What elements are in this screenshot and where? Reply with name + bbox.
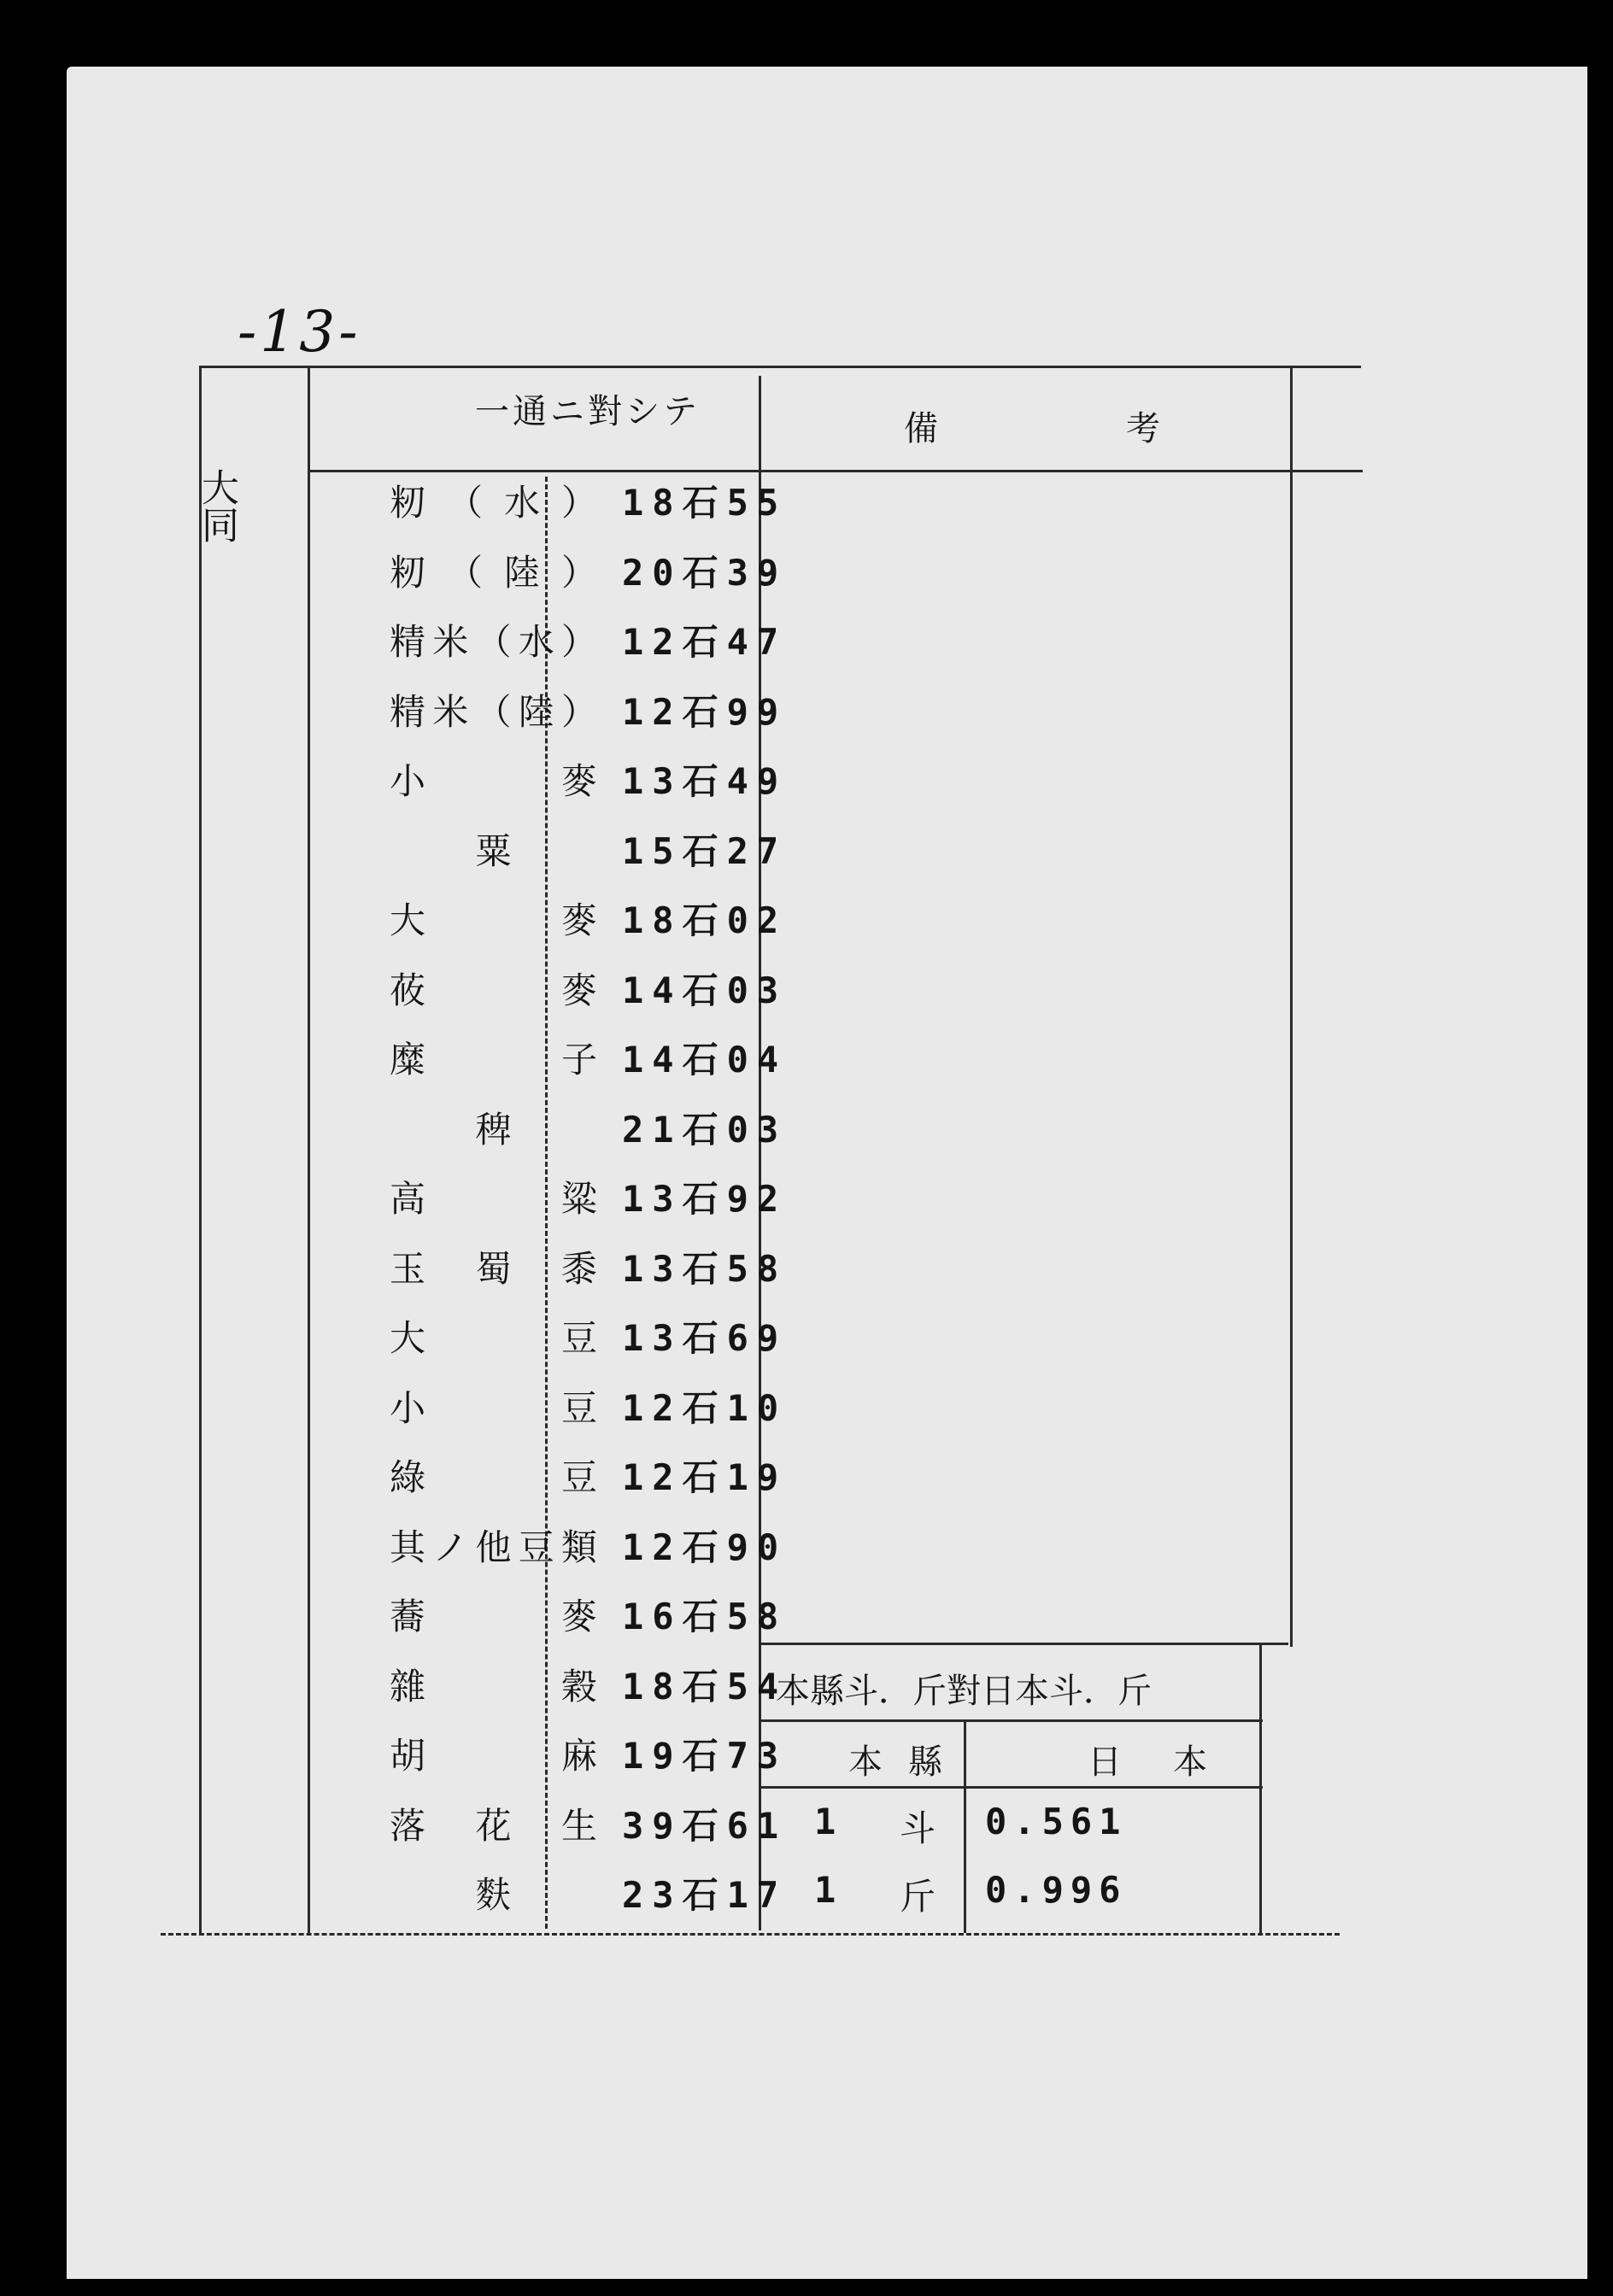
table-row [314,1520,861,1588]
table-row [314,1102,861,1170]
table-left-border [199,366,202,1933]
region-column-divider [308,366,310,1933]
conversion-amount: 1 [814,1869,843,1911]
conversion-header-local: 本縣 [848,1742,968,1782]
grain-name: 大豆 [390,1317,599,1359]
header-bottom-rule [308,470,1363,472]
column-header-remarks-2: 考 [1126,409,1160,448]
grain-value: 15石27 [622,829,788,872]
grain-value: 18石54 [622,1665,788,1707]
conversion-japan-value: 0.996 [985,1869,1128,1911]
conversion-japan-value: 0.561 [985,1801,1128,1842]
table-row [314,545,861,613]
table-row [314,1171,861,1239]
grain-name: 小麥 [390,760,599,802]
grain-value: 13石92 [622,1178,788,1220]
page-number: -13- [238,299,361,365]
conversion-title: 本縣斗．斤對日本斗．斤 [776,1672,1152,1711]
grain-value: 13石49 [622,760,788,802]
grain-value: 13石58 [622,1247,788,1290]
grain-value: 23石17 [622,1874,788,1916]
grain-value: 12石19 [622,1456,788,1498]
grain-name: 麩 [475,1874,513,1916]
grain-name: 大麥 [390,899,599,941]
table-row [314,1728,861,1796]
grain-name: 精米（水） [390,621,599,663]
grain-name: 其ノ他豆類 [390,1526,599,1568]
grain-name: 落花生 [390,1804,599,1847]
grain-value: 18石02 [622,899,788,941]
grain-value: 18石55 [622,482,788,524]
grain-value: 12石90 [622,1526,788,1568]
grain-value: 12石99 [622,690,788,733]
table-row [314,475,861,543]
conversion-unit: 斗 [900,1807,936,1849]
column-header-remarks-1: 備 [904,409,938,448]
grain-name: 綠豆 [390,1456,599,1498]
table-row [314,1798,861,1866]
conversion-header-japan: 日本 [1088,1742,1258,1782]
table-right-border [1290,366,1293,1647]
grain-value: 12石10 [622,1386,788,1429]
grain-value: 19石73 [622,1735,788,1777]
grain-name: 蕎麥 [390,1596,599,1637]
table-row [314,893,861,961]
table-row [314,753,861,822]
grain-value: 13石69 [622,1317,788,1359]
grain-name: 粟 [475,829,513,872]
table-row [314,1450,861,1518]
table-row [314,823,861,892]
table-row [314,1867,861,1936]
grain-name: 籾（水） [390,482,599,524]
table-row [314,1241,861,1309]
table-row [314,614,861,682]
document-page [67,67,1587,2279]
grain-name: 籾（陸） [390,551,599,594]
table-row [314,1380,861,1449]
grain-value: 14石03 [622,969,788,1011]
grain-value: 14石04 [622,1039,788,1081]
grain-value: 16石58 [622,1596,788,1637]
grain-name: 精米（陸） [390,690,599,733]
conversion-amount: 1 [814,1801,843,1842]
table-row [314,1032,861,1100]
conversion-unit: 斤 [900,1876,936,1918]
grain-name: 糜子 [390,1039,599,1081]
table-row [314,684,861,753]
table-top-rule [199,366,1361,368]
region-label: 大同 [195,468,238,543]
table-row [314,1589,861,1657]
grain-name: 稗 [475,1108,513,1151]
grain-name: 胡麻 [390,1735,599,1777]
grain-value: 39石61 [622,1804,788,1847]
table-row [314,963,861,1031]
grain-value: 21石03 [622,1108,788,1151]
grain-name: 雜穀 [390,1665,599,1707]
grain-name: 玉蜀黍 [390,1247,599,1290]
table-row [314,1310,861,1379]
grain-name: 高粱 [390,1178,599,1220]
grain-name: 小豆 [390,1386,599,1429]
grain-name: 莜麥 [390,969,599,1011]
grain-value: 12石47 [622,621,788,663]
grain-value: 20石39 [622,551,788,594]
column-header-per-unit: 一通ニ對シテ [475,392,701,431]
